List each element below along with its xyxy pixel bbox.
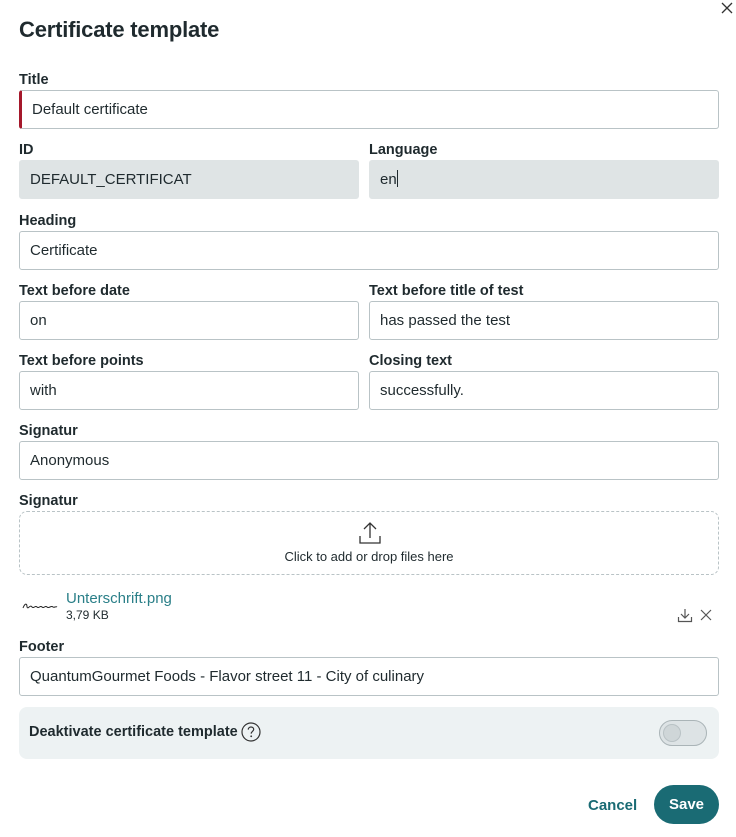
cancel-button[interactable]: Cancel [588,797,638,814]
id-label: ID [19,142,34,158]
language-input[interactable] [369,160,719,199]
download-icon[interactable] [677,607,693,623]
text-before-points-value: with [30,382,57,399]
text-before-points-label: Text before points [19,353,144,369]
text-before-date-input[interactable] [19,301,359,340]
dialog-title: Certificate template [19,17,220,42]
heading-input[interactable] [19,231,719,270]
help-icon[interactable] [241,722,261,742]
id-value: DEFAULT_CERTIFICAT [30,171,192,188]
text-cursor [397,170,398,187]
closing-text-input[interactable] [369,371,719,410]
signature-text-value: Anonymous [30,452,110,469]
footer-value: QuantumGourmet Foods - Flavor street 11 - City of culinary [30,668,425,685]
text-before-title-value: has passed the test [380,312,511,329]
language-label: Language [369,142,438,158]
file-name-link[interactable]: Unterschrift.png [66,590,172,607]
upload-icon [358,520,382,546]
signature-text-label: Signatur [19,423,78,439]
text-before-date-value: on [30,312,47,329]
file-dropzone[interactable] [19,511,719,575]
footer-input[interactable] [19,657,719,696]
deactivate-label: Deaktivate certificate template [29,724,238,740]
signature-file-label: Signatur [19,493,78,509]
save-button[interactable]: Save [654,785,719,824]
title-input[interactable] [19,90,719,129]
closing-text-label: Closing text [369,353,452,369]
heading-value: Certificate [30,242,98,259]
title-value: Default certificate [32,101,148,118]
text-before-points-input[interactable] [19,371,359,410]
dropzone-text: Click to add or drop files here [284,549,454,564]
footer-label: Footer [19,639,65,655]
text-before-title-input[interactable] [369,301,719,340]
signature-text-input[interactable] [19,441,719,480]
deactivate-panel [19,707,719,759]
id-input[interactable] [19,160,359,199]
signature-thumbnail [22,598,58,614]
toggle-knob [663,724,681,742]
close-icon[interactable] [719,0,735,16]
remove-file-icon[interactable] [699,608,713,622]
heading-label: Heading [19,213,77,229]
deactivate-toggle[interactable] [659,720,707,746]
closing-text-value: successfully. [380,382,464,399]
title-label: Title [19,72,49,88]
text-before-title-label: Text before title of test [369,283,524,299]
language-value: en [380,171,397,188]
text-before-date-label: Text before date [19,283,130,299]
file-size: 3,79 KB [66,608,109,622]
